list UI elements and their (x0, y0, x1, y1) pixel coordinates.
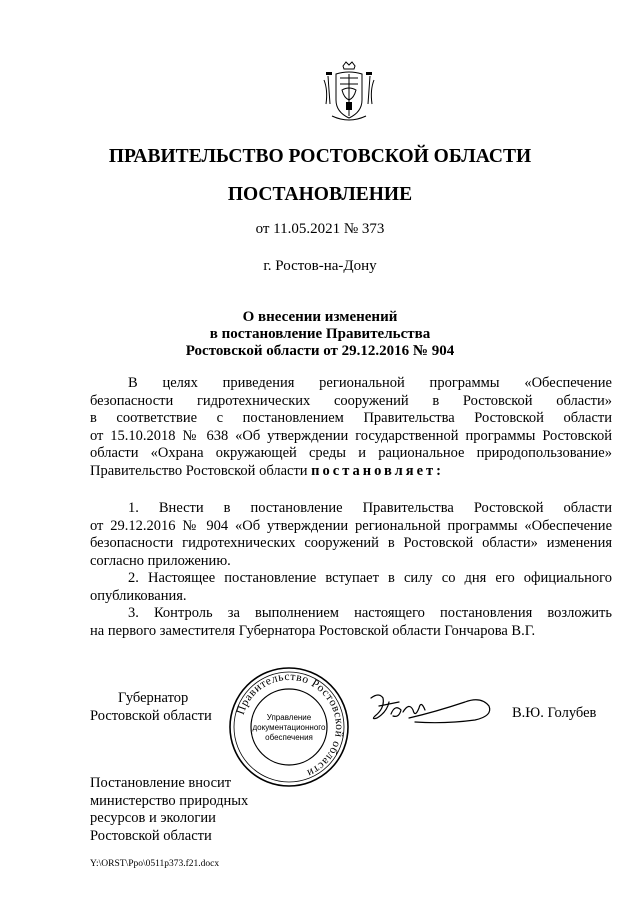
resolves-word: постановляет: (311, 462, 445, 479)
position-line: Губернатор (118, 690, 189, 706)
submitted-by (90, 775, 248, 845)
paragraph-line: В целях приведения региональной программы «Обеспечение (128, 375, 612, 391)
paragraph-line: безопасности гидротехнических сооружений в Ростовской области» (90, 392, 612, 409)
submitted-by-line: Постановление вносит (90, 775, 232, 791)
handwritten-signature (365, 688, 495, 728)
submitted-by-line: Ростовской области (90, 827, 212, 844)
submitted-by-line: ресурсов и экологии (90, 810, 216, 826)
resolution-items (90, 500, 612, 640)
item-line: 1. Внести в постановление Правительства Ростовской области (128, 500, 612, 516)
document-title (0, 309, 640, 360)
paragraph-line: от 15.10.2018 № 638 «Об утверждении государственной программы Ростовской (90, 427, 612, 444)
preamble-subject: Правительство Ростовской области (90, 462, 308, 479)
paragraph-line: в соответствие с постановлением Правительства Ростовской области (90, 410, 612, 426)
official-stamp (228, 666, 350, 788)
item-line: опубликования. (90, 587, 187, 604)
item-line: от 29.12.2016 № 904 «Об утверждении региональной программы «Обеспечение (90, 517, 612, 534)
rostov-oblast-coat-of-arms-icon (318, 60, 380, 126)
item-line: согласно приложению. (90, 552, 231, 569)
city: г. Ростов-на-Дону (263, 258, 377, 274)
date-and-number: от 11.05.2021 № 373 (255, 221, 385, 237)
stamp-center-line: обеспечения (265, 733, 313, 742)
signatory-position (90, 690, 212, 725)
title-line: О внесении изменений (242, 309, 398, 325)
item-line: 3. Контроль за выполнением настоящего постановления возложить (128, 605, 612, 621)
position-line: Ростовской области (90, 707, 212, 724)
item-line: на первого заместителя Губернатора Ростовской области Гончарова В.Г. (90, 622, 536, 639)
file-path: Y:\ORST\Ppo\0511p373.f21.docx (90, 859, 220, 869)
title-line: в постановление Правительства (209, 326, 431, 342)
submitted-by-line: министерство природных (90, 792, 249, 809)
stamp-center-line: Управление (266, 713, 312, 722)
item-line: безопасности гидротехнических сооружений в Ростовской области» изменения (90, 535, 612, 551)
government-name: ПРАВИТЕЛЬСТВО РОСТОВСКОЙ ОБЛАСТИ (108, 146, 532, 167)
preamble-paragraph (90, 375, 612, 480)
item-line: 2. Настоящее постановление вступает в силу со дня его официального (128, 570, 612, 586)
document-type: ПОСТАНОВЛЕНИЕ (227, 184, 413, 205)
title-line: Ростовской области от 29.12.2016 № 904 (185, 343, 455, 359)
stamp-center-line: документационного (252, 723, 326, 732)
paragraph-line (90, 463, 612, 481)
paragraph-line: области «Охрана окружающей среды и рациональное природопользование» (90, 445, 612, 461)
stamp-ring-text: Правительство Ростовской области (234, 670, 346, 780)
signatory-name: В.Ю. Голубев (512, 705, 597, 721)
